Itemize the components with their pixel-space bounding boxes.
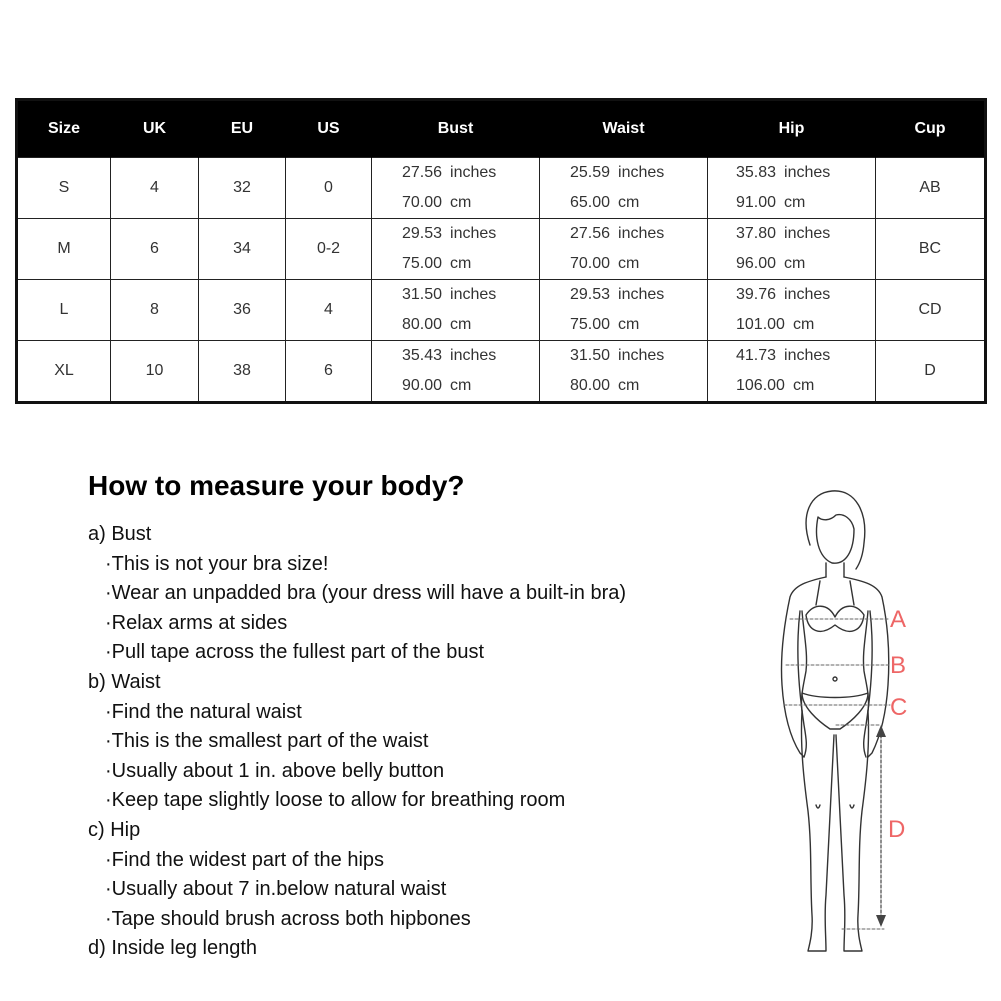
measure-guide — [88, 520, 768, 964]
uk-cell: 10 — [111, 341, 199, 403]
bust-cm-value — [402, 249, 539, 279]
guide-tip: ·Usually about 7 in.below natural waist — [105, 878, 447, 901]
figure-left-arm — [781, 577, 826, 757]
size-cell: S — [17, 158, 111, 219]
figure-bra-straps — [816, 581, 854, 605]
measurement-number: 106.00 — [736, 377, 785, 394]
header-uk: UK — [111, 100, 199, 158]
eu-cell: 38 — [199, 341, 286, 403]
guide-title: How to measure your body? — [88, 470, 465, 501]
us-cell: 6 — [286, 341, 372, 403]
waist-inches-value — [570, 280, 707, 310]
guide-section-heading: c) Hip — [88, 818, 141, 841]
waist-inches-value — [570, 219, 707, 249]
figure-navel — [833, 677, 837, 681]
bust-inches-value — [402, 280, 539, 310]
guide-tip: ·Pull tape across the fullest part of the bust — [105, 641, 485, 664]
figure-head — [817, 515, 854, 564]
uk-cell: 4 — [111, 158, 199, 219]
measurement-unit: inches — [784, 347, 831, 364]
hip-inches-value — [736, 158, 875, 188]
eu-cell: 36 — [199, 280, 286, 341]
guide-tip: ·Tape should brush across both hipbones — [105, 907, 471, 930]
guide-tip: ·Find the widest part of the hips — [105, 848, 385, 871]
eu-cell: 34 — [199, 219, 286, 280]
measurement-number: 90.00 — [402, 377, 443, 394]
bust-inches-value — [402, 341, 539, 371]
measurement-number: 39.76 — [736, 286, 777, 303]
bust-inches-value — [402, 158, 539, 188]
us-cell: 0-2 — [286, 219, 372, 280]
hip-inches-value — [736, 280, 875, 310]
table-row — [17, 341, 986, 403]
figure-knees — [816, 805, 854, 808]
measurement-unit: cm — [450, 194, 472, 211]
arrow-head-top — [876, 725, 886, 737]
bust-cell — [372, 341, 540, 403]
size-cell: XL — [17, 341, 111, 403]
waist-cm-value — [570, 310, 707, 340]
measurement-number: 27.56 — [402, 164, 443, 181]
measurement-number: 29.53 — [402, 225, 443, 242]
table-header-row — [17, 100, 986, 158]
figure-hair — [806, 491, 865, 569]
measurement-number: 70.00 — [570, 255, 611, 272]
header-size: Size — [17, 100, 111, 158]
measurement-number: 27.56 — [570, 225, 611, 242]
figure-neck — [826, 563, 844, 577]
measurement-unit: inches — [618, 286, 665, 303]
measurement-unit: cm — [784, 194, 806, 211]
guide-tip: ·Wear an unpadded bra (your dress will have a built-in bra) — [105, 582, 627, 605]
us-cell: 4 — [286, 280, 372, 341]
measurement-number: 80.00 — [402, 316, 443, 333]
measurement-number: 31.50 — [570, 347, 611, 364]
measurement-unit: inches — [618, 347, 665, 364]
eu-cell: 32 — [199, 158, 286, 219]
hip-cm-value — [736, 188, 875, 218]
measurement-unit: inches — [450, 286, 497, 303]
cup-cell: D — [876, 341, 986, 403]
hip-cell — [708, 219, 876, 280]
measurement-number: 70.00 — [402, 194, 443, 211]
measurement-number: 96.00 — [736, 255, 777, 272]
guide-tip: ·Usually about 1 in. above belly button — [105, 759, 445, 782]
header-bust: Bust — [372, 100, 540, 158]
guide-tip: ·Keep tape slightly loose to allow for breathing room — [105, 789, 566, 812]
measurement-unit: inches — [784, 164, 831, 181]
bust-cell — [372, 280, 540, 341]
waist-cm-value — [570, 249, 707, 279]
measurement-number: 65.00 — [570, 194, 611, 211]
bust-inches-value — [402, 219, 539, 249]
header-hip: Hip — [708, 100, 876, 158]
us-cell: 0 — [286, 158, 372, 219]
label-b: B — [890, 652, 907, 679]
guide-tip: ·This is the smallest part of the waist — [105, 730, 429, 753]
measurement-unit: inches — [618, 225, 665, 242]
header-eu: EU — [199, 100, 286, 158]
size-chart-table — [15, 98, 987, 404]
measurement-unit: cm — [618, 255, 640, 272]
measurement-unit: cm — [450, 255, 472, 272]
waist-cell — [540, 158, 708, 219]
measurement-number: 29.53 — [570, 286, 611, 303]
measurement-number: 41.73 — [736, 347, 777, 364]
header-waist: Waist — [540, 100, 708, 158]
hip-cm-value — [736, 310, 875, 340]
bust-cm-value — [402, 310, 539, 340]
uk-cell: 6 — [111, 219, 199, 280]
measurement-number: 80.00 — [570, 377, 611, 394]
waist-cell — [540, 219, 708, 280]
measurement-number: 25.59 — [570, 164, 611, 181]
measurement-unit: cm — [618, 194, 640, 211]
measurement-lines — [784, 619, 890, 929]
hip-inches-value — [736, 219, 875, 249]
measurement-unit: cm — [792, 377, 815, 394]
label-c: C — [890, 694, 908, 721]
cup-cell: AB — [876, 158, 986, 219]
measurement-unit: cm — [618, 316, 640, 333]
waist-cm-value — [570, 371, 707, 401]
hip-inches-value — [736, 341, 875, 371]
measurement-number: 101.00 — [736, 316, 785, 333]
guide-tip: ·Relax arms at sides — [105, 611, 288, 634]
measurement-unit: cm — [792, 316, 815, 333]
waist-cell — [540, 341, 708, 403]
size-cell: M — [17, 219, 111, 280]
measurement-number: 35.83 — [736, 164, 777, 181]
cup-cell: CD — [876, 280, 986, 341]
measurement-unit: inches — [450, 347, 497, 364]
hip-cell — [708, 341, 876, 403]
header-cup: Cup — [876, 100, 986, 158]
size-cell: L — [17, 280, 111, 341]
measurement-unit: inches — [450, 225, 497, 242]
hip-cell — [708, 280, 876, 341]
measurement-unit: cm — [784, 255, 806, 272]
guide-section-heading: d) Inside leg length — [88, 937, 258, 960]
measurement-number: 31.50 — [402, 286, 443, 303]
measurement-unit: cm — [618, 377, 640, 394]
bust-cm-value — [402, 371, 539, 401]
guide-tip: ·Find the natural waist — [105, 700, 302, 723]
waist-cell — [540, 280, 708, 341]
measurement-number: 75.00 — [402, 255, 443, 272]
waist-cm-value — [570, 188, 707, 218]
table-row — [17, 219, 986, 280]
guide-tip: ·This is not your bra size! — [105, 552, 329, 575]
measurement-unit: inches — [618, 164, 665, 181]
measurement-unit: inches — [784, 286, 831, 303]
bust-cell — [372, 219, 540, 280]
bust-cm-value — [402, 188, 539, 218]
measurement-unit: inches — [450, 164, 497, 181]
measurement-number: 37.80 — [736, 225, 777, 242]
label-a: A — [890, 606, 907, 633]
uk-cell: 8 — [111, 280, 199, 341]
guide-section-heading: b) Waist — [88, 670, 161, 693]
hip-cm-value — [736, 371, 875, 401]
measurement-number: 35.43 — [402, 347, 443, 364]
measurement-unit: cm — [450, 377, 472, 394]
measurement-unit: cm — [450, 316, 472, 333]
header-us: US — [286, 100, 372, 158]
figure-briefs — [802, 693, 868, 729]
hip-cell — [708, 158, 876, 219]
table-row — [17, 158, 986, 219]
hip-cm-value — [736, 249, 875, 279]
measurement-number: 91.00 — [736, 194, 777, 211]
waist-inches-value — [570, 158, 707, 188]
table-row — [17, 280, 986, 341]
bust-cell — [372, 158, 540, 219]
measurement-unit: inches — [784, 225, 831, 242]
arrow-head-bottom — [876, 915, 886, 927]
guide-section-heading: a) Bust — [88, 523, 152, 545]
measurement-number: 75.00 — [570, 316, 611, 333]
body-measurement-figure — [760, 485, 980, 965]
label-d: D — [888, 816, 906, 843]
waist-inches-value — [570, 341, 707, 371]
cup-cell: BC — [876, 219, 986, 280]
